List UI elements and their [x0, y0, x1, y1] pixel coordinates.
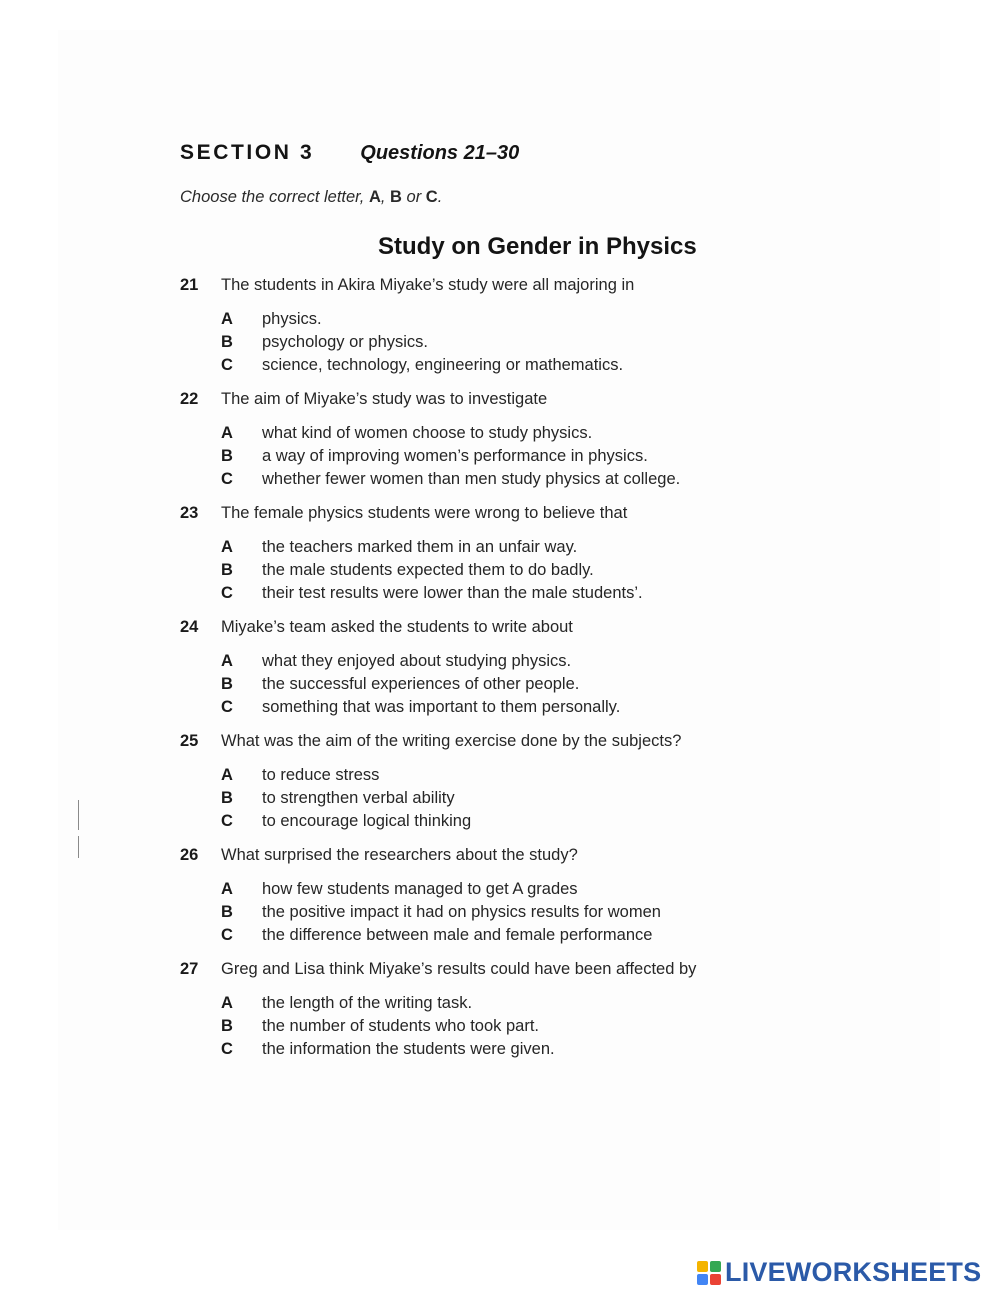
option-letter: C [221, 697, 233, 716]
option-letter: C [221, 355, 233, 374]
question-text: Miyake’s team asked the students to write about [221, 618, 573, 636]
question-number: 27 [180, 960, 199, 978]
option-item [221, 698, 880, 721]
question-text: Greg and Lisa think Miyake’s results could have been affected by [221, 960, 697, 978]
option-text: psychology or physics. [262, 332, 428, 351]
option-letter: C [221, 1039, 233, 1058]
option-letter: B [221, 674, 233, 693]
option-letter: C [221, 811, 233, 830]
option-item [221, 675, 880, 698]
question-stem [180, 960, 880, 982]
option-list [221, 310, 880, 378]
instruction-letter-a: A [368, 188, 381, 206]
instruction-letter-b: B [390, 188, 402, 206]
option-letter: A [221, 538, 233, 556]
option-item [221, 470, 880, 493]
option-letter: B [221, 1016, 233, 1035]
option-item [221, 447, 880, 470]
option-text: how few students managed to get A grades [262, 880, 578, 898]
option-list [221, 424, 880, 492]
option-text: a way of improving women’s performance in physics. [262, 446, 648, 465]
question-stem [180, 846, 880, 868]
option-letter: B [221, 902, 233, 921]
option-letter: A [221, 424, 233, 442]
option-text: science, technology, engineering or mathematics. [262, 355, 624, 374]
option-item [221, 766, 880, 789]
question-text: What was the aim of the writing exercise done by the subjects? [221, 732, 682, 750]
option-letter: A [221, 652, 233, 670]
option-text: to encourage logical thinking [262, 811, 472, 830]
option-item [221, 1017, 880, 1040]
question-number: 25 [180, 732, 199, 750]
option-item [221, 584, 880, 607]
instruction-separator: , [380, 188, 391, 206]
option-item [221, 789, 880, 812]
option-letter: C [221, 925, 233, 944]
question-block [180, 390, 880, 492]
option-text: what kind of women choose to study physics. [262, 424, 593, 442]
option-text: something that was important to them personally. [262, 697, 621, 716]
option-item [221, 424, 880, 447]
instruction-letter-c: C [425, 188, 438, 206]
option-text: the length of the writing task. [262, 994, 473, 1012]
option-text: the male students expected them to do badly. [262, 560, 594, 579]
option-text: the number of students who took part. [262, 1016, 539, 1035]
scan-mark [78, 800, 79, 830]
option-text: the positive impact it had on physics results for women [262, 902, 661, 921]
option-item [221, 561, 880, 584]
question-text: The aim of Miyake’s study was to investigate [221, 390, 548, 408]
option-letter: A [221, 880, 233, 898]
option-item [221, 994, 880, 1017]
question-number: 24 [180, 618, 199, 636]
question-block [180, 960, 880, 1062]
option-text: whether fewer women than men study physics at college. [262, 469, 681, 488]
question-number: 26 [180, 846, 199, 864]
option-text: the teachers marked them in an unfair way. [262, 538, 578, 556]
question-block [180, 732, 880, 834]
logo-square-blue [697, 1274, 708, 1285]
question-stem [180, 732, 880, 754]
section-label: SECTION 3 [180, 141, 315, 164]
option-item [221, 1040, 880, 1063]
question-text: What surprised the researchers about the study? [221, 846, 578, 864]
watermark-text: LIVEWORKSHEETS [725, 1257, 982, 1287]
option-item [221, 880, 880, 903]
instruction-or: or [401, 188, 426, 206]
logo-square-red [710, 1274, 721, 1285]
option-item [221, 812, 880, 835]
option-list [221, 994, 880, 1062]
logo-square-green [710, 1261, 721, 1272]
option-letter: B [221, 788, 233, 807]
option-list [221, 880, 880, 948]
option-item [221, 356, 880, 379]
option-letter: B [221, 446, 233, 465]
option-item [221, 926, 880, 949]
option-item [221, 310, 880, 333]
option-letter: B [221, 332, 233, 351]
option-text: physics. [262, 310, 322, 328]
option-letter: C [221, 583, 233, 602]
question-number: 22 [180, 390, 199, 408]
option-text: the information the students were given. [262, 1039, 555, 1058]
question-number: 21 [180, 276, 199, 294]
option-item [221, 652, 880, 675]
option-list [221, 652, 880, 720]
instruction-prefix: Choose the correct letter, [180, 188, 369, 206]
option-item [221, 538, 880, 561]
question-block [180, 846, 880, 948]
option-letter: C [221, 469, 233, 488]
option-letter: A [221, 310, 233, 328]
question-stem [180, 276, 880, 298]
question-number: 23 [180, 504, 199, 522]
section-header [180, 141, 519, 169]
question-block [180, 276, 880, 378]
question-stem [180, 504, 880, 526]
question-stem [180, 618, 880, 640]
liveworksheets-watermark [697, 1257, 981, 1288]
option-text: what they enjoyed about studying physics. [262, 652, 572, 670]
question-stem [180, 390, 880, 412]
option-text: the difference between male and female performance [262, 925, 653, 944]
question-block [180, 618, 880, 720]
logo-square-yellow [697, 1261, 708, 1272]
option-list [221, 766, 880, 834]
option-letter: A [221, 994, 233, 1012]
option-text: the successful experiences of other people. [262, 674, 580, 693]
option-text: to strengthen verbal ability [262, 788, 455, 807]
question-text: The female physics students were wrong to believe that [221, 504, 628, 522]
option-text: their test results were lower than the male students’. [262, 583, 643, 602]
option-item [221, 333, 880, 356]
option-letter: B [221, 560, 233, 579]
instruction-text [180, 188, 442, 207]
scan-mark [78, 836, 79, 858]
option-list [221, 538, 880, 606]
document-title: Study on Gender in Physics [378, 233, 697, 260]
option-text: to reduce stress [262, 766, 380, 784]
questions-range: Questions 21–30 [360, 142, 520, 164]
instruction-end: . [437, 188, 443, 206]
option-item [221, 903, 880, 926]
question-block [180, 504, 880, 606]
question-text: The students in Akira Miyake’s study were all majoring in [221, 276, 635, 294]
liveworksheets-logo-icon [697, 1261, 721, 1285]
option-letter: A [221, 766, 233, 784]
